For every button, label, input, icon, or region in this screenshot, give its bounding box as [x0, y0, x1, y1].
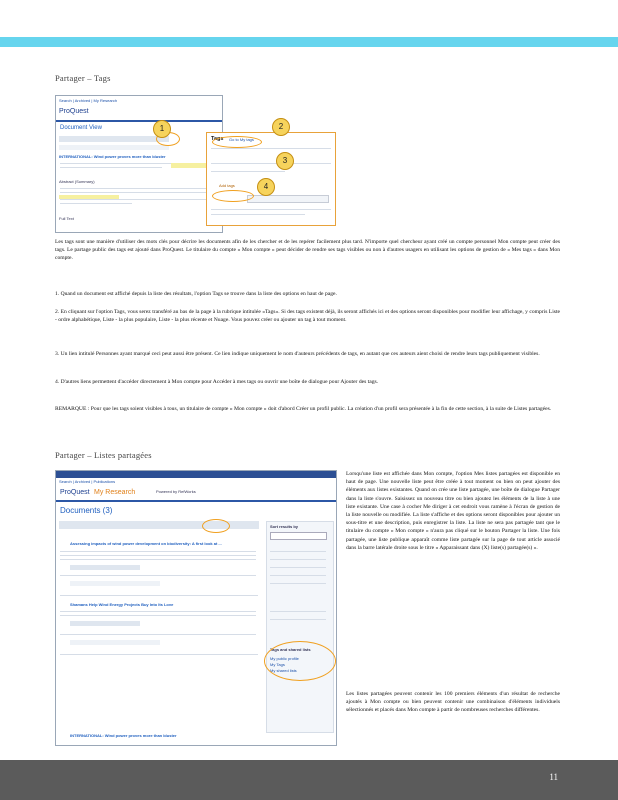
tags-panel-line [211, 163, 331, 164]
shot2-line [60, 611, 256, 612]
shot2-notes [70, 581, 160, 586]
shot2-doc2[interactable]: Shamans Help Wind Energy Projects Buy Into Its Love [70, 602, 174, 607]
shot1-line [60, 203, 132, 204]
shot2-sidebar-line [270, 567, 326, 568]
callout-badge-1: 1 [153, 120, 171, 138]
shot2-sidebar-line [270, 583, 326, 584]
shot2-my-tags-link[interactable]: My Tags [270, 662, 285, 667]
right-column-paragraph-2: Les listes partagées peuvent contenir les 100 premiers éléments d'un résultat de recherche ajoutés à Mon compte ou bien peuvent contenir une combinaison d'éléments individuels sélectionnés et placés dans Mon compte à partir de nombreuses recherches différentes. [346, 691, 560, 714]
header-accent-bar [0, 37, 618, 47]
item-4: 4. D'autres liens permettent d'accéder directement à Mon compte pour Accéder à mes tags ou ouvrir une boîte de dialogue pour Ajouter des tags. [55, 379, 379, 385]
shot2-sidebar-line [270, 551, 326, 552]
shot2-documents-title: Documents (3) [60, 506, 113, 515]
shot2-notes [70, 640, 160, 645]
item-3: 3. Un lien intitulé Personnes ayant marqué ceci peut aussi être présent. Ce lien indique uniquement le nom d'auteurs précédents de tags, en autant que ces auteurs aient choisi de rendre leurs tags publiquement visibles. [55, 351, 540, 357]
shot2-line [60, 551, 256, 552]
tags-add-tags[interactable]: Add tags [219, 183, 235, 188]
screenshot-shared-lists [55, 470, 337, 746]
shot1-doc-view: Document View [60, 125, 102, 131]
shot2-sidebar-line [270, 611, 326, 612]
shot2-logo: ProQuest [60, 489, 90, 496]
shot2-line [60, 559, 256, 560]
intro-paragraph: Les tags sont une manière d'utiliser des mots clés pour décrire les documents afin de les chercher et de les repérer facilement plus tard. N'importe quel chercheur ayant créé un compte personnel Mon compte peut créer des tags. Le partage public des tags est ajouté dans ProQuest. Le titulaire du compte « Mon compte » peut décider de rendre ses tags visibles ou non à d'autres usagers en utilisant les options de gestion de « Mes tags » dans Mon compte. [55, 239, 560, 262]
callout-badge-4: 4 [257, 178, 275, 196]
shot2-line [60, 575, 256, 576]
shot2-doc-links [70, 565, 140, 570]
shot2-powered: Powered by RefWorks [156, 489, 196, 494]
shot1-toolbar [59, 136, 169, 142]
callout-badge-3: 3 [276, 152, 294, 170]
screenshot-tags [55, 95, 223, 233]
shot2-divider [60, 654, 258, 655]
item-1: 1. Quand un document est affiché depuis la liste des résultats, l'option Tags se trouve dans la liste des options en haut de page. [55, 291, 337, 297]
shot2-sidebar [266, 521, 334, 733]
remarque: REMARQUE : Pour que les tags soient visibles à tous, un titulaire de compte « Mon compte » doit d'abord Créer un profil public. La création d'un profil sera présentée à la fin de cette section, à la suite de Listes partagées. [55, 406, 552, 412]
shot2-line [60, 555, 256, 556]
shot2-sort-select[interactable] [270, 532, 327, 540]
section-title-tags: Partager – Tags [55, 73, 111, 83]
section-title-shared-lists: Partager – Listes partagées [55, 450, 152, 460]
shot2-sidebar-line [270, 575, 326, 576]
shot2-sidebar-title: Sort results by [270, 524, 299, 529]
shot1-fulltext-label: Full Text [59, 216, 74, 221]
shot1-line [60, 188, 218, 189]
shot2-doc1[interactable]: Assessing impacts of wind power development on biodiversity: A first look at ... [70, 541, 222, 546]
shot2-shared-lists-link[interactable]: My shared lists [270, 668, 297, 673]
shot2-nav: Search | Archived | Publications [59, 479, 116, 484]
tags-header-ring [212, 136, 262, 148]
shot2-line [60, 634, 256, 635]
right-column-paragraph-1: Lorsqu'une liste est affichée dans Mon compte, l'option Mes listes partagées est disponible en haut de page. Une nouvelle liste peut être créée à tout moment ou bien on peut ajouter des éléments aux listes existantes. Quand on crée une liste partagée, une boîte de dialogue Partager dans la liste s'ouvre. Saisissez un nouveau titre ou bien ajoutez les éléments de la liste à une liste existante. Une case à cocher Me diriger à cet endroit vous ramène à l'écran de gestion de la liste nouvelle ou modifiée. La liste s'affiche et des options seront disponibles pour ajouter un sous-titre et une description, puis enregistrer la liste. La liste ne sera pas partagée tant que le titulaire du compte « Mon compte » n'aura pas cliqué sur le bouton Partager la liste. Une fois partagée, une liste publique apparaît comme liste partagée sur la page de tout article associé dans la barre latérale droite sous le titre « Apparaissant dans (X) liste(s) partagée(s) ». [346, 471, 560, 551]
tags-input[interactable] [247, 195, 329, 203]
tags-panel-line [211, 148, 331, 149]
shot1-logo: ProQuest [59, 108, 89, 115]
shot2-tags-box-title: Tags and shared lists [270, 647, 311, 652]
shot2-sidebar-line [270, 559, 326, 560]
shot2-line [60, 615, 256, 616]
item-2: 2. En cliquant sur l'option Tags, vous serez transféré au bas de la page à la rubrique intitulée «Tags». Si des tags existent déjà, ils seront affichés ici et des options seront disponibles pour modifier leur affichage, y compris Liste - ordre alphabétique, Liste - la plus populaire, Liste - la plus récente et Nuage. Vous pouvez créer ou ajouter un tag à tout moment. [55, 309, 560, 324]
shot1-line [60, 192, 218, 193]
shot1-line [60, 167, 162, 168]
tags-panel-title: Tags [211, 136, 224, 142]
shot1-toolbar-2 [59, 145, 169, 150]
shot2-doc3[interactable]: INTERNATIONAL: Wind power proves more than bluster [70, 733, 177, 738]
shot1-doc-title: INTERNATIONAL: Wind power proves more than bluster [59, 154, 166, 159]
tags-panel-line [211, 171, 285, 172]
tags-panel-line [211, 214, 305, 215]
page-footer [0, 760, 618, 800]
shot2-myresearch: My Research [94, 489, 136, 496]
shot2-divider [60, 595, 258, 596]
shot2-shared-ring [264, 641, 336, 681]
page-number: 11 [549, 772, 558, 782]
tags-panel-line [211, 209, 331, 210]
shot2-sidebar-line [270, 619, 326, 620]
shot2-doc-links [70, 621, 140, 626]
tags-panel-link[interactable]: Go to My tags [229, 137, 254, 142]
callout-badge-2: 2 [272, 118, 290, 136]
shot1-blue-rule [56, 120, 222, 122]
shot1-nav: Search | Archived | My Research [59, 98, 118, 103]
shot1-line [60, 199, 218, 200]
shot2-rule [56, 500, 336, 502]
shot2-topbar [56, 471, 336, 478]
add-tags-ring [212, 190, 254, 202]
shot2-share-ring [202, 519, 230, 533]
shot1-abstract-label: Abstract (Summary) [59, 179, 95, 184]
shot2-public-profile-link[interactable]: My public profile [270, 656, 299, 661]
